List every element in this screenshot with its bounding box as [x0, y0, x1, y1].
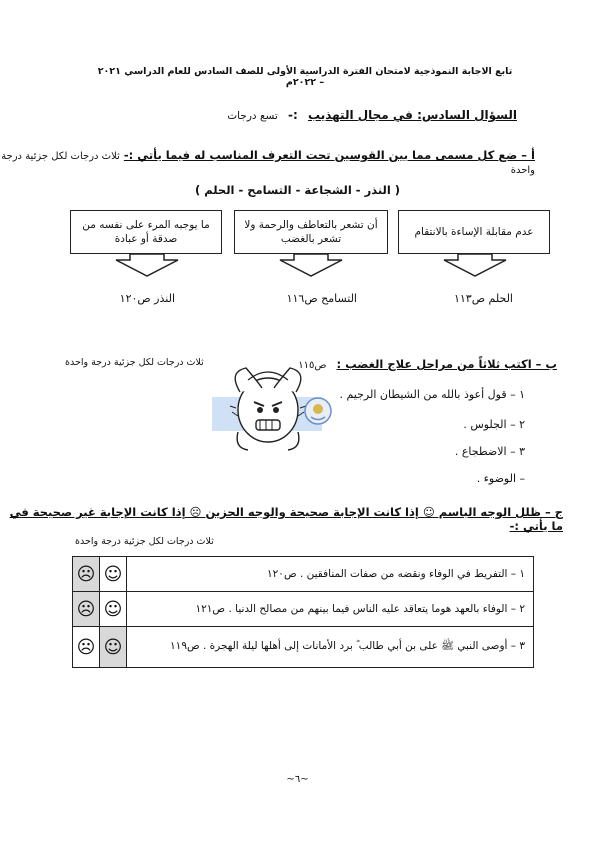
true-false-table	[72, 556, 534, 668]
table-row	[73, 557, 534, 592]
statement-cell: ٣ – أوصى النبي ﷺ على بن أبي طالب ؓ برد الأمانات إلى أهلها ليلة الهجرة . ص١١٩	[127, 627, 534, 668]
happy-face-icon: ☺	[103, 636, 123, 658]
question-six-separator: :-	[288, 108, 298, 122]
happy-face-icon: ☺	[103, 598, 123, 620]
definition-box-1: عدم مقابلة الإساءة بالانتقام	[398, 210, 550, 254]
part-a-marks: ثلاث درجات لكل جزئية درجة واحدة	[1, 151, 535, 176]
sad-face-cell[interactable]	[73, 627, 100, 668]
down-arrow-icon	[276, 254, 346, 278]
happy-face-cell[interactable]	[100, 557, 127, 592]
sad-face-cell[interactable]	[73, 557, 100, 592]
table-row	[73, 592, 534, 627]
statement-cell: ٢ – الوفاء بالعهد هوما يتعاقد عليه الناس فيما بينهم من مصالح الدنيا . ص١٢١	[127, 592, 534, 627]
word-bank: ( النذر - الشجاعة - التسامح - الحلم )	[194, 183, 401, 197]
table-row	[73, 627, 534, 668]
step-3: ٣ – الاضطجاع .	[454, 445, 525, 458]
part-c-marks: ثلاث درجات لكل جزئية درجة واحدة	[75, 536, 214, 547]
step-4: – الوضوء .	[476, 472, 525, 485]
happy-face-cell[interactable]	[100, 627, 127, 668]
sad-face-cell[interactable]	[73, 592, 100, 627]
happy-face-icon: ☺	[103, 563, 123, 585]
part-b-marks: ثلاث درجات لكل جزئية درجة واحدة	[65, 357, 204, 368]
statement-cell: ١ – التفريط في الوفاء ونقضه من صفات المنافقين . ص١٢٠	[127, 557, 534, 592]
page-number: ~٦~	[286, 774, 309, 785]
sad-face-icon: ☹	[76, 636, 96, 658]
part-b-heading	[298, 357, 557, 371]
down-arrow-icon	[112, 254, 182, 278]
part-b-title: ب – اكتب ثلاثاً من مراحل علاج الغضب :	[336, 357, 557, 371]
definition-box-2: أن تشعر بالتعاطف والرحمة ولا تشعر بالغضب	[234, 210, 388, 254]
definition-box-3: ما يوجبه المرء على نفسه من صدقة أو عبادة	[70, 210, 222, 254]
ministry-emblem-icon	[303, 396, 333, 426]
happy-face-cell[interactable]	[100, 592, 127, 627]
down-arrow-icon	[440, 254, 510, 278]
part-a-title: أ – ضع كل مسمى مما بين القوسين تحت التعرف المناسب له فيما يأتي :-	[123, 148, 535, 162]
question-six-marks: تسع درجات	[227, 110, 278, 122]
part-c-title: ج – ظلل الوجه الباسم ☺ إذا كانت الإجابة صحيحة والوجه الحزين ☹ إذا كانت الإجابة غير صحيحة في ما يأتي :-	[9, 505, 563, 533]
question-six-heading	[227, 108, 517, 122]
step-1: ١ – قول أعوذ بالله من الشيطان الرجيم .	[339, 388, 525, 401]
step-2: ٢ – الجلوس .	[463, 418, 525, 431]
answer-2: التسامح ص١١٦	[286, 292, 357, 305]
answer-3: النذر ص١٢٠	[119, 292, 175, 305]
part-a-heading	[0, 148, 535, 176]
sad-face-icon: ☹	[76, 563, 96, 585]
part-b-page: ص١١٥	[298, 360, 327, 371]
sad-face-icon: ☹	[76, 598, 96, 620]
page-header: تابع الاجابة النموذجية لامتحان الفترة الدراسية الأولى للصف السادس للعام الدراسي ٢٠٢١ – ٢٠٢٢م	[97, 66, 513, 88]
answer-1: الحلم ص١١٣	[453, 292, 513, 305]
question-six-title: السؤال السادس: في مجال التهذيب	[307, 108, 517, 122]
